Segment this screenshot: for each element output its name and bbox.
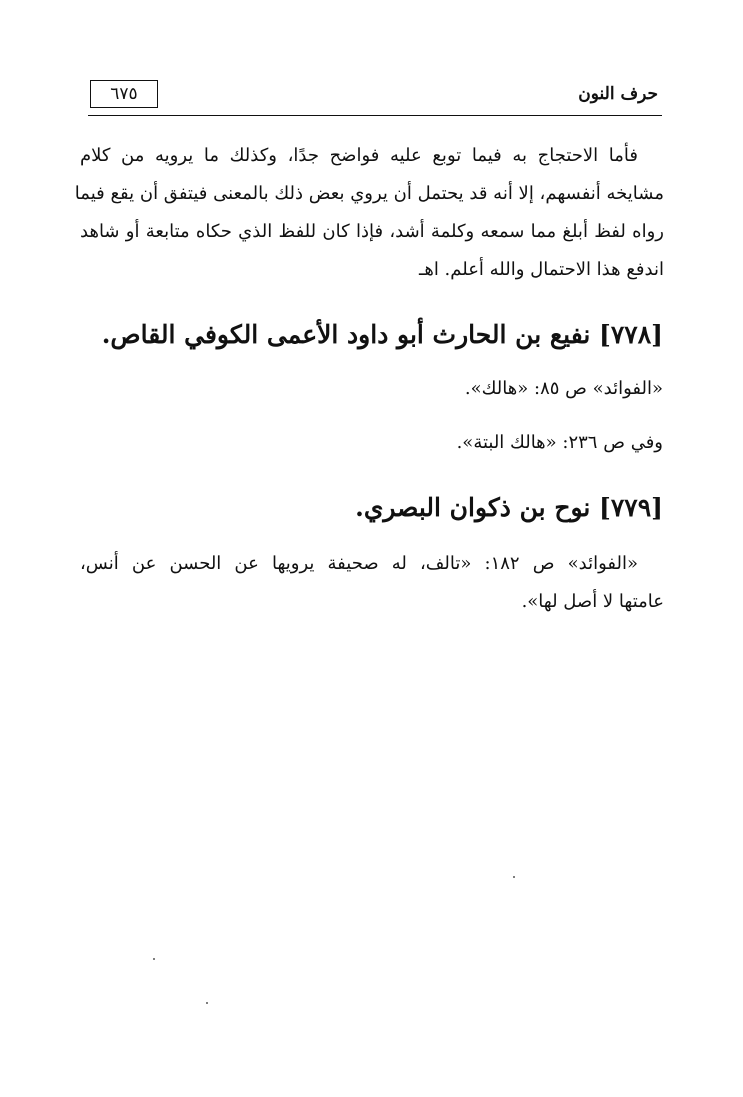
paragraph-line: فأما الاحتجاج به فيما توبع عليه فواضح جدًا، وكذلك ما يرويه من كلام xyxy=(80,145,638,166)
entry-note: وفي ص ٢٣٦: «هالك البتة». xyxy=(456,432,663,453)
entry-note: «الفوائد» ص ٨٥: «هالك». xyxy=(464,378,663,399)
scan-speck xyxy=(206,1002,208,1004)
page-number: ٦٧٥ xyxy=(90,80,158,108)
chapter-title: حرف النون xyxy=(578,84,658,104)
scan-speck xyxy=(153,958,155,960)
paragraph-line: «الفوائد» ص ١٨٢: «تالف، له صحيفة يرويها عن الحسن عن أنس، xyxy=(80,553,638,574)
entry-779-body xyxy=(80,545,664,621)
header-rule xyxy=(88,115,662,116)
intro-paragraph xyxy=(74,137,664,289)
paragraph-line: عامتها لا أصل لها». xyxy=(521,591,664,612)
paragraph-line: مشايخه أنفسهم، إلا أنه قد يحتمل أن يروي بعض ذلك بالمعنى فيتفق أن يقع فيما xyxy=(74,183,664,204)
paragraph-line: اندفع هذا الاحتمال والله أعلم. اهـ xyxy=(419,259,664,280)
entry-heading-778: [٧٧٨] نفيع بن الحارث أبو داود الأعمى الكوفي القاص. xyxy=(101,320,663,349)
entry-heading-779: [٧٧٩] نوح بن ذكوان البصري. xyxy=(355,493,663,522)
paragraph-line: رواه لفظ أبلغ مما سمعه وكلمة أشد، فإذا كان للفظ الذي حكاه متابعة أو شاهد xyxy=(80,221,664,242)
running-header xyxy=(88,78,662,116)
scan-speck xyxy=(513,876,515,878)
